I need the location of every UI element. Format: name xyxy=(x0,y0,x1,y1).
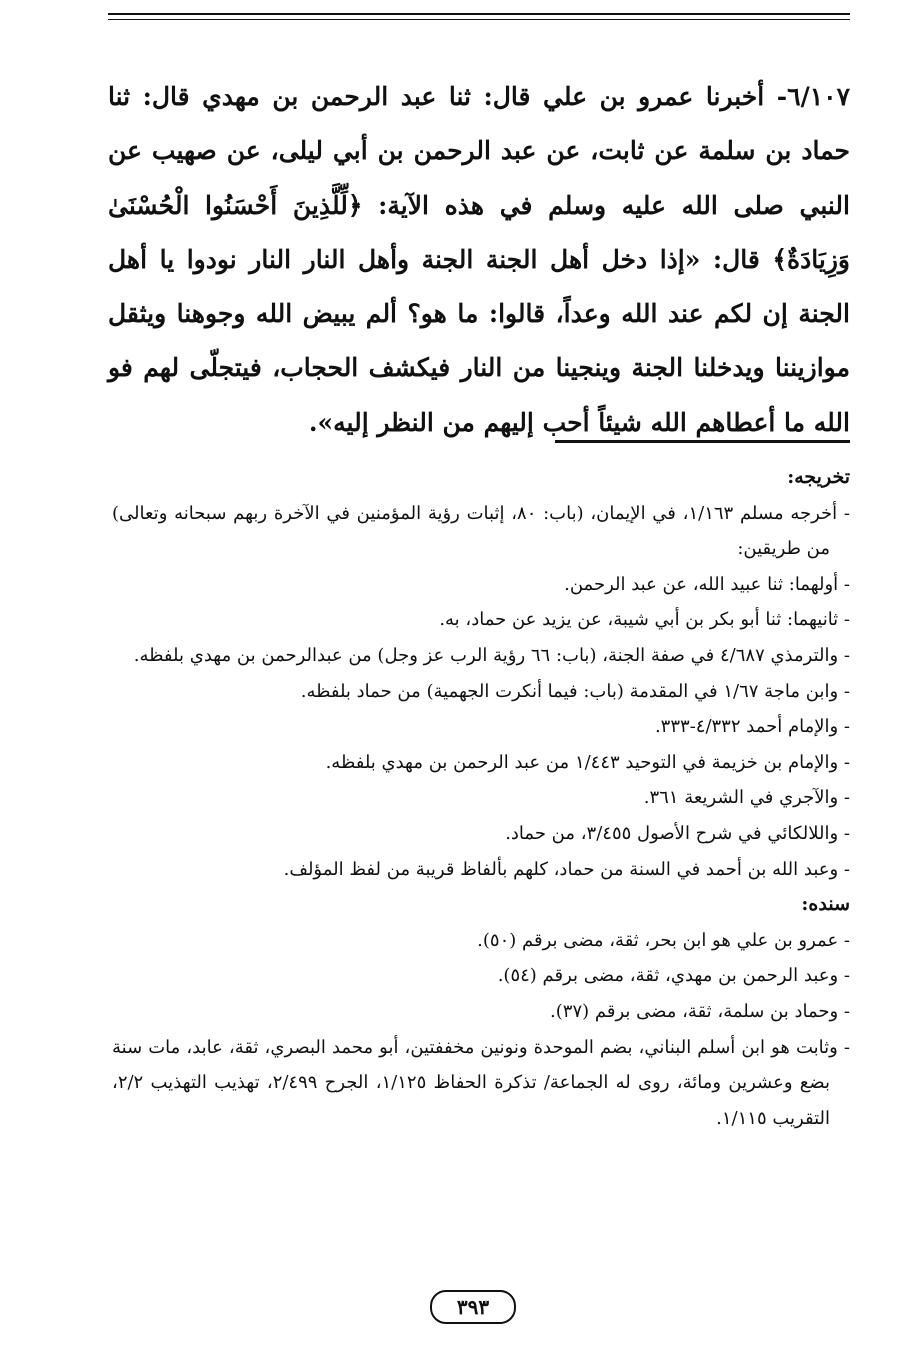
sanad-item: - وثابت هو ابن أسلم البناني، بضم الموحدة ونونين مخففتين، أبو محمد البصري، ثقة، عابد، مات سنة بضع وعشرين ومائة، روى له الجماعة/ تذكرة الحفاظ ١/١٢٥، الجرح ٢/٤٩٩، تهذيب التهذيب ٢/٢، التقريب ١/١١٥. xyxy=(112,1036,850,1129)
hadith-matn: قال: «إذا دخل أهل الجنة الجنة وأهل النار النار نودوا يا أهل الجنة إن لكم عند الله وعداً، قالوا: ما هو؟ ألم يبيض الله وجوهنا ويثقل موازيننا ويدخلنا الجنة وينجينا من النار فيكشف الحجاب، فيتجلّى لهم فو الله ما أعطاهم الله شيئاً أحب إليهم من النظر إليه». xyxy=(108,244,850,437)
takhrij-item: - واللالكائي في شرح الأصول ٣/٤٥٥، من حماد. xyxy=(505,822,850,844)
sanad-item: - وعبد الرحمن بن مهدي، ثقة، مضى برقم (٥٤). xyxy=(497,965,850,987)
footnote-separator xyxy=(555,440,850,443)
top-rule xyxy=(108,13,850,15)
takhrij-item: - والترمذي ٤/٦٨٧ في صفة الجنة، (باب: ٦٦ رؤية الرب عز وجل) من عبدالرحمن بن مهدي بلفظه. xyxy=(133,644,850,666)
takhrij-item: - ثانيهما: ثنا أبو بكر بن أبي شيبة، عن يزيد عن حماد، به. xyxy=(439,609,850,631)
takhrij-item: - وابن ماجة ١/٦٧ في المقدمة (باب: فيما أنكرت الجهمية) من حماد بلفظه. xyxy=(300,680,850,702)
takhrij-item: - أولهما: ثنا عبيد الله، عن عبد الرحمن. xyxy=(564,573,850,595)
takhrij-item: - والإمام أحمد ٤/٣٣٢-٣٣٣. xyxy=(654,716,850,738)
hadith-chain: أخبرنا عمرو بن علي قال: ثنا عبد الرحمن بن مهدي قال: ثنا حماد بن سلمة عن ثابت، عن عبد الرحمن بن أبي ليلى، عن صهيب عن النبي صلى الله عليه وسلم في هذه الآية: xyxy=(108,82,851,220)
sanad-item: - عمرو بن علي هو ابن بحر، ثقة، مضى برقم (٥٠). xyxy=(477,929,850,951)
takhrij-item: - والآجري في الشريعة ٣٦١. xyxy=(643,787,850,809)
takhrij-heading: تخريجه: xyxy=(787,466,850,488)
takhrij-item: - وعبد الله بن أحمد في السنة من حماد، كلهم بألفاظ قريبة من لفظ المؤلف. xyxy=(283,858,850,880)
sanad-heading: سنده: xyxy=(801,893,850,916)
takhrij-item: - أخرجه مسلم ١/١٦٣، في الإيمان، (باب: ٨٠، إثبات رؤية المؤمنين في الآخرة ربهم سبحانه وتعالى) من طريقين: xyxy=(112,502,850,560)
footnotes xyxy=(112,460,850,1136)
takhrij-item: - والإمام بن خزيمة في التوحيد ١/٤٤٣ من عبد الرحمن بن مهدي بلفظه. xyxy=(325,751,850,773)
sanad-item: - وحماد بن سلمة، ثقة، مضى برقم (٣٧). xyxy=(550,1000,850,1022)
quran-verse: ﴿لِّلَّذِينَ أَحْسَنُوا الْحُسْنَىٰ وَزِيَادَةٌ﴾ xyxy=(108,190,850,274)
hadith-number: ٦/١٠٧- xyxy=(776,82,850,111)
top-rule-thin xyxy=(108,19,850,20)
page-number: ٣٩٣ xyxy=(430,1290,516,1324)
hadith-text xyxy=(108,70,850,450)
